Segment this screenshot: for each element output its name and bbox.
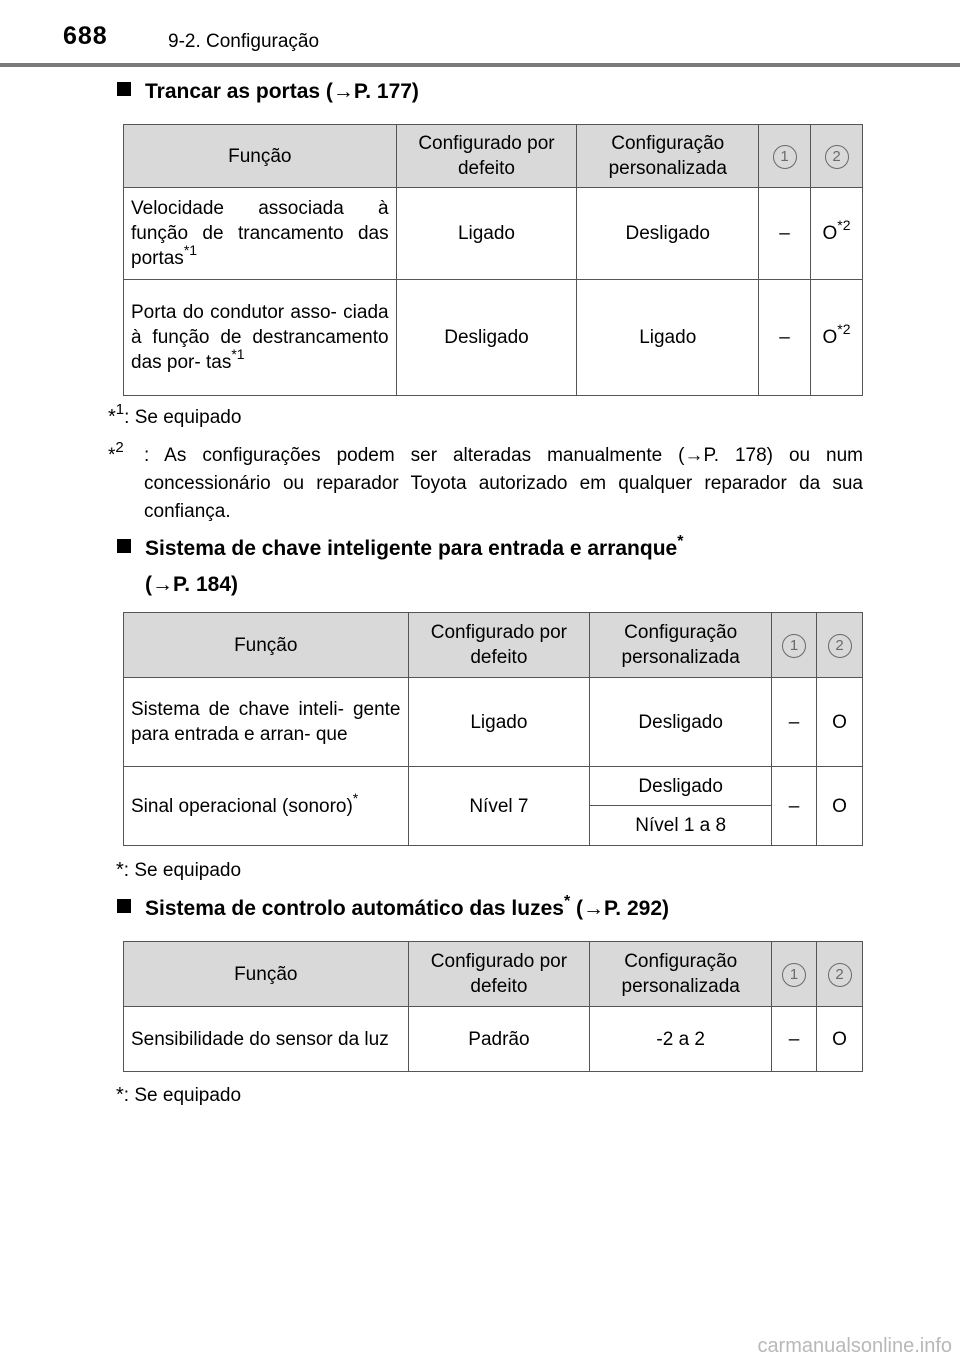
section-title: 9-2. Configuração — [168, 31, 320, 52]
watermark: carmanualsonline.info — [757, 1335, 952, 1357]
column-header-function: Função — [124, 125, 397, 188]
settings-table-locks — [123, 124, 863, 396]
table-row — [124, 678, 863, 767]
method-2-cell: O — [817, 678, 863, 767]
method-1-cell: – — [759, 280, 811, 396]
settings-table-auto-lights — [123, 941, 863, 1072]
footnote: *$^2$ : As configurações podem ser alteradas manualmente (→P. 178) ou num concessionário ou reparador Toyota autorizado em qualquer reparador da sua confiança. — [108, 439, 863, 522]
custom-cell: Nível 1 a 8 — [590, 806, 772, 846]
column-header-method-2 — [817, 613, 863, 678]
method-1-cell: – — [772, 678, 817, 767]
custom-cell: -2 a 2 — [590, 1007, 772, 1072]
circled-2-icon: 2 — [828, 634, 852, 658]
function-cell: Sistema de chave inteli- gente para entrada e arran- que — [124, 678, 409, 767]
function-cell: Sinal operacional (sonoro)* — [124, 767, 409, 846]
column-header-method-1 — [772, 613, 817, 678]
page-number: 688 — [63, 22, 108, 50]
column-header-method-2 — [811, 125, 863, 188]
default-cell: Desligado — [396, 280, 577, 396]
square-bullet-icon — [117, 82, 131, 96]
square-bullet-icon — [117, 899, 131, 913]
table-header-row — [124, 125, 863, 188]
custom-cell: Ligado — [577, 280, 759, 396]
header-divider — [0, 63, 960, 67]
default-cell: Padrão — [408, 1007, 590, 1072]
table-row — [124, 767, 863, 806]
column-header-method-1 — [772, 942, 817, 1007]
column-header-method-1 — [759, 125, 811, 188]
page-reference: (→P. 292) — [576, 897, 670, 920]
custom-cell: Desligado — [590, 767, 772, 806]
method-1-cell: – — [772, 767, 817, 846]
default-cell: Nível 7 — [408, 767, 590, 846]
column-header-function: Função — [124, 942, 409, 1007]
function-cell: Porta do condutor asso- ciada à função de destrancamento das por- tas$^{*1}$ — [124, 280, 397, 396]
circled-2-icon: 2 — [828, 963, 852, 987]
settings-table-smart-key — [123, 612, 863, 846]
page-header — [0, 0, 960, 66]
column-header-custom: Configuração personalizada — [577, 125, 759, 188]
table-row — [124, 1007, 863, 1072]
column-header-default: Configurado por defeito — [396, 125, 577, 188]
method-2-cell: $O^{*2}$ — [811, 188, 863, 280]
column-header-default: Configurado por defeito — [408, 613, 590, 678]
column-header-default: Configurado por defeito — [408, 942, 590, 1007]
table-header-row — [124, 942, 863, 1007]
method-1-cell: – — [772, 1007, 817, 1072]
column-header-function: Função — [124, 613, 409, 678]
circled-1-icon: 1 — [773, 145, 797, 169]
default-cell: Ligado — [408, 678, 590, 767]
column-header-custom: Configuração personalizada — [590, 613, 772, 678]
footnote: *: Se equipado — [116, 859, 242, 881]
method-1-cell: – — [759, 188, 811, 280]
default-cell: Ligado — [396, 188, 577, 280]
section-heading-auto-lights: Sistema de controlo automático das luzes* (→P. 292) — [117, 891, 669, 927]
method-2-cell: O — [817, 767, 863, 846]
page-reference: (→P. 184) — [145, 573, 238, 596]
function-cell: Velocidade associada à função de trancamento das portas$^{*1}$ — [124, 188, 397, 280]
custom-cell: Desligado — [577, 188, 759, 280]
custom-cell: Desligado — [590, 678, 772, 767]
method-2-cell: O — [817, 1007, 863, 1072]
section-heading-smart-key: Sistema de chave inteligente para entrada e arranque* (→P. 184) — [117, 531, 877, 603]
footnote: *$^1$: Se equipado — [108, 401, 242, 428]
circled-1-icon: 1 — [782, 963, 806, 987]
table-row — [124, 280, 863, 396]
column-header-method-2 — [817, 942, 863, 1007]
footnote: *: Se equipado — [116, 1084, 242, 1106]
table-row — [124, 188, 863, 280]
section-heading-locks: Trancar as portas (→P. 177) — [117, 74, 419, 110]
circled-2-icon: 2 — [825, 145, 849, 169]
page-reference: →P. 177) — [332, 80, 419, 103]
square-bullet-icon — [117, 539, 131, 553]
table-header-row — [124, 613, 863, 678]
method-2-cell: $O^{*2}$ — [811, 280, 863, 396]
column-header-custom: Configuração personalizada — [590, 942, 772, 1007]
function-cell: Sensibilidade do sensor da luz — [124, 1007, 409, 1072]
circled-1-icon: 1 — [782, 634, 806, 658]
